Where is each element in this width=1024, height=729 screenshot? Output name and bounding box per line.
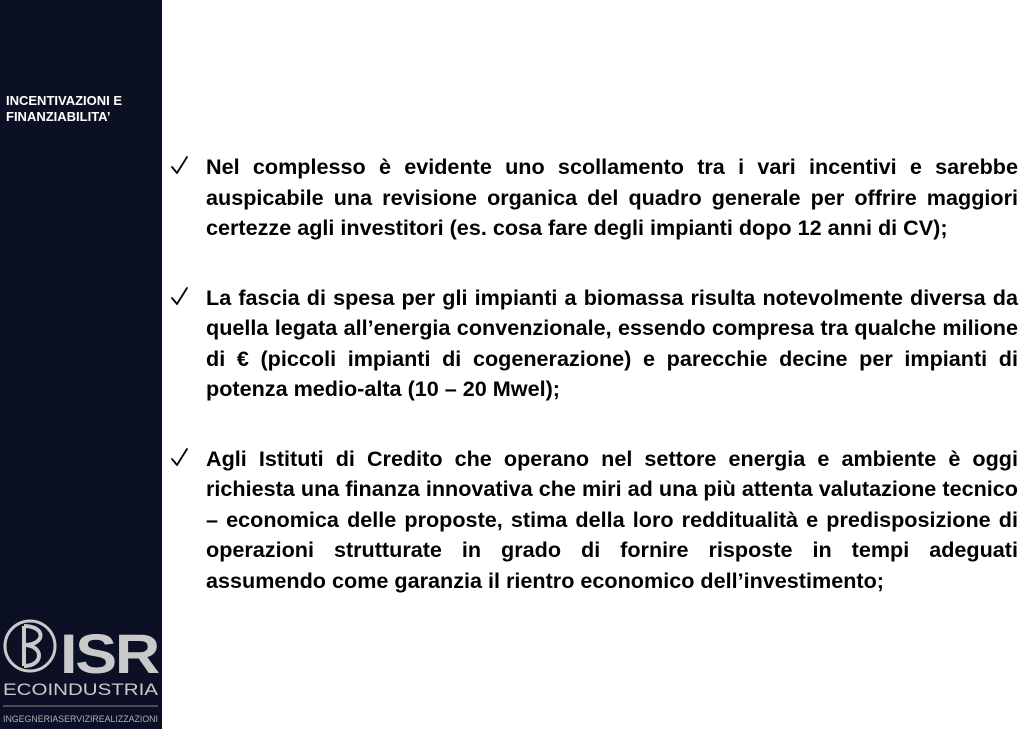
logo-emblem-icon [5,621,55,671]
sidebar [0,0,162,729]
bullet-item [170,152,1018,244]
checkmark-icon [170,154,190,178]
bullet-list [170,152,1018,635]
bullet-item [170,283,1018,405]
bullet-item [170,444,1018,597]
logo-tagline: INGEGNERIASERVIZIREALIZZAZIONI [3,714,158,724]
logo-mark: ISR [60,622,160,685]
bullet-text: Agli Istituti di Credito che operano nel settore energia e ambiente è oggi richiesta una finanza innovativa che miri ad una più attenta valutazione tecnico – economica delle proposte, stima della loro redditualità e predisposizione di operazioni strutturate in grado di fornire risposte in tempi adeguati assumendo come garanzia il rientro economico dell’investimento; [206,445,1018,593]
checkmark-icon [170,446,190,470]
company-logo [0,612,162,729]
bullet-text: Nel complesso è evidente uno scollamento tra i vari incentivi e sarebbe auspicabile una revisione organica del quadro generale per offrire maggiori certezze agli investitori (es. cosa fare degli impianti dopo 12 anni di CV); [206,154,1018,240]
bullet-text: La fascia di spesa per gli impianti a biomassa risulta notevolmente diversa da quella legata all’energia convenzionale, essendo compresa tra qualche milione di € (piccoli impianti di cogenerazione) e parecchie decine per impianti di potenza medio-alta (10 – 20 Mwel); [206,284,1018,401]
section-title: INCENTIVAZIONI E FINANZIABILITA’ [6,93,123,124]
logo-name: ECOINDUSTRIA [3,680,159,699]
checkmark-icon [170,285,190,309]
